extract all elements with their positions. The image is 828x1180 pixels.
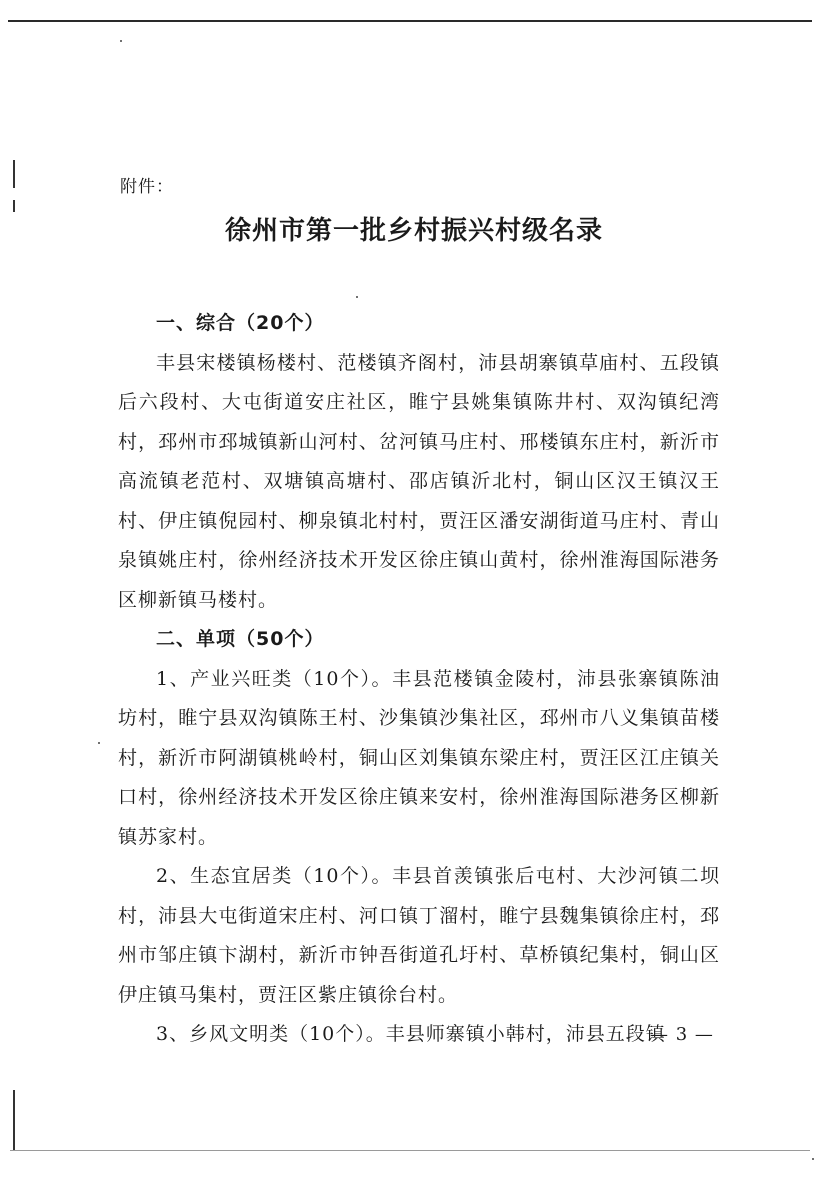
scan-speck [98,742,100,744]
document-title: 徐州市第一批乡村振兴村级名录 [224,216,603,246]
document-body [118,304,720,1055]
body-paragraph: 3、乡风文明类（10个）。丰县师寨镇小韩村，沛县五段镇 [156,1023,666,1045]
scan-edge-mark [13,1090,15,1150]
scan-speck [812,1158,814,1160]
top-border-line [8,20,812,22]
scan-edge-mark [13,160,15,188]
body-paragraph: 丰县宋楼镇杨楼村、范楼镇齐阁村，沛县胡寨镇草庙村、五段镇后六段村、大屯街道安庄社区，睢宁县姚集镇陈井村、双沟镇纪湾村，邳州市邳城镇新山河村、岔河镇马庄村、邢楼镇东庄村，新沂市高流镇老范村、双塘镇高塘村、邵店镇沂北村，铜山区汉王镇汉王村、伊庄镇倪园村、柳泉镇北村村，贾汪区潘安湖街道马庄村、青山泉镇姚庄村，徐州经济技术开发区徐庄镇山黄村，徐州淮海国际港务区柳新镇马楼村。 [118,351,720,611]
page-number: — 3 — [650,1024,714,1045]
scan-speck [120,40,122,42]
body-paragraph: 1、产业兴旺类（10个）。丰县范楼镇金陵村，沛县张寨镇陈油坊村，睢宁县双沟镇陈王村、沙集镇沙集社区，邳州市八义集镇苗楼村，新沂市阿湖镇桃岭村，铜山区刘集镇东梁庄村，贾汪区江庄镇关口村，徐州经济技术开发区徐庄镇来安村，徐州淮海国际港务区柳新镇苏家村。 [118,667,720,848]
attachment-label: 附件： [120,177,174,197]
body-paragraph: 2、生态宜居类（10个）。丰县首羡镇张后屯村、大沙河镇二坝村，沛县大屯街道宋庄村、河口镇丁溜村，睢宁县魏集镇徐庄村，邳州市邹庄镇卞湖村，新沂市钟吾街道孔圩村、草桥镇纪集村，铜山区伊庄镇马集村，贾汪区紫庄镇徐台村。 [118,865,720,1006]
section-heading: 二、单项（50个） [156,628,325,650]
scan-speck [356,296,358,298]
bottom-border-line [10,1150,810,1151]
section-heading: 一、综合（20个） [156,312,325,334]
